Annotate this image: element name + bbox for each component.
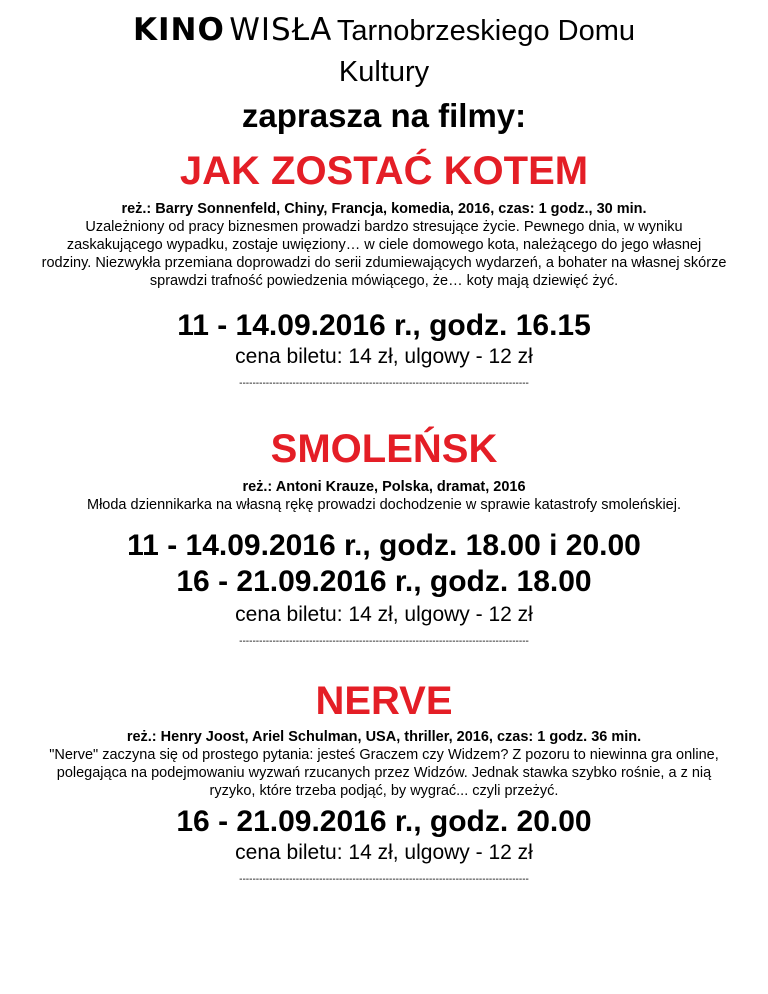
film-showing: 16 - 21.09.2016 r., godz. 18.00 — [176, 565, 592, 598]
divider: --------------------------------------------------------------------------------------- — [239, 874, 529, 885]
film-showing: 11 - 14.09.2016 r., godz. 16.15 — [177, 309, 591, 342]
film-entry — [0, 426, 768, 648]
ticket-price: cena biletu: 14 zł, ulgowy - 12 zł — [235, 841, 533, 864]
film-credits: reż.: Barry Sonnenfeld, Chiny, Francja, komedia, 2016, czas: 1 godz., 30 min. — [121, 201, 647, 217]
ticket-price: cena biletu: 14 zł, ulgowy - 12 zł — [235, 345, 533, 368]
film-description: Młoda dziennikarka na własną rękę prowadzi dochodzenie w sprawie katastrofy smoleńskiej. — [87, 497, 681, 513]
film-entry — [0, 678, 768, 886]
brand-kino: KINO — [132, 12, 225, 48]
film-credits: reż.: Henry Joost, Ariel Schulman, USA, thriller, 2016, czas: 1 godz. 36 min. — [126, 729, 642, 745]
film-title: SMOLEŃSK — [270, 427, 498, 471]
cinema-header — [0, 12, 768, 54]
film-title: NERVE — [315, 679, 453, 723]
ticket-price: cena biletu: 14 zł, ulgowy - 12 zł — [235, 603, 533, 626]
film-entry — [0, 148, 768, 390]
film-showing: 11 - 14.09.2016 r., godz. 18.00 i 20.00 — [127, 529, 641, 562]
brand-organization-line2: Kultury — [338, 56, 430, 88]
divider: --------------------------------------------------------------------------------------- — [239, 378, 529, 389]
film-description: Uzależniony od pracy biznesmen prowadzi bardzo stresujące życie. Pewnego dnia, w wyniku zaskakującego wypadku, zostaje uwięziony… w ciele domowego kota, należącego do jego własnej rodziny. Niezwykła przemiana doprowadzi do serii zdumiewających wydarzeń, a bohater na własnej skórze sprawdzi trafność powiedzenia mówiącego, że… koty mają dziewięć żyć. — [41, 219, 727, 289]
film-credits: reż.: Antoni Krauze, Polska, dramat, 2016 — [242, 479, 526, 495]
divider: --------------------------------------------------------------------------------------- — [239, 636, 529, 647]
brand-wisla: WISŁA — [229, 12, 333, 48]
film-title: JAK ZOSTAĆ KOTEM — [179, 149, 589, 193]
invite-heading: zaprasza na filmy: — [241, 97, 527, 134]
brand-organization: Tarnobrzeskiego Domu — [336, 15, 636, 47]
film-showing: 16 - 21.09.2016 r., godz. 20.00 — [176, 805, 592, 838]
film-description: "Nerve" zaczyna się od prostego pytania: jesteś Graczem czy Widzem? Z pozoru to niewinna gra online, polegająca na podejmowaniu wyzwań rzucanych przez Widzów. Jednak stawka szybko rośnie, a z nią ryzyko, które trzeba podjąć, by wygrać... czyli przeżyć. — [49, 747, 719, 799]
